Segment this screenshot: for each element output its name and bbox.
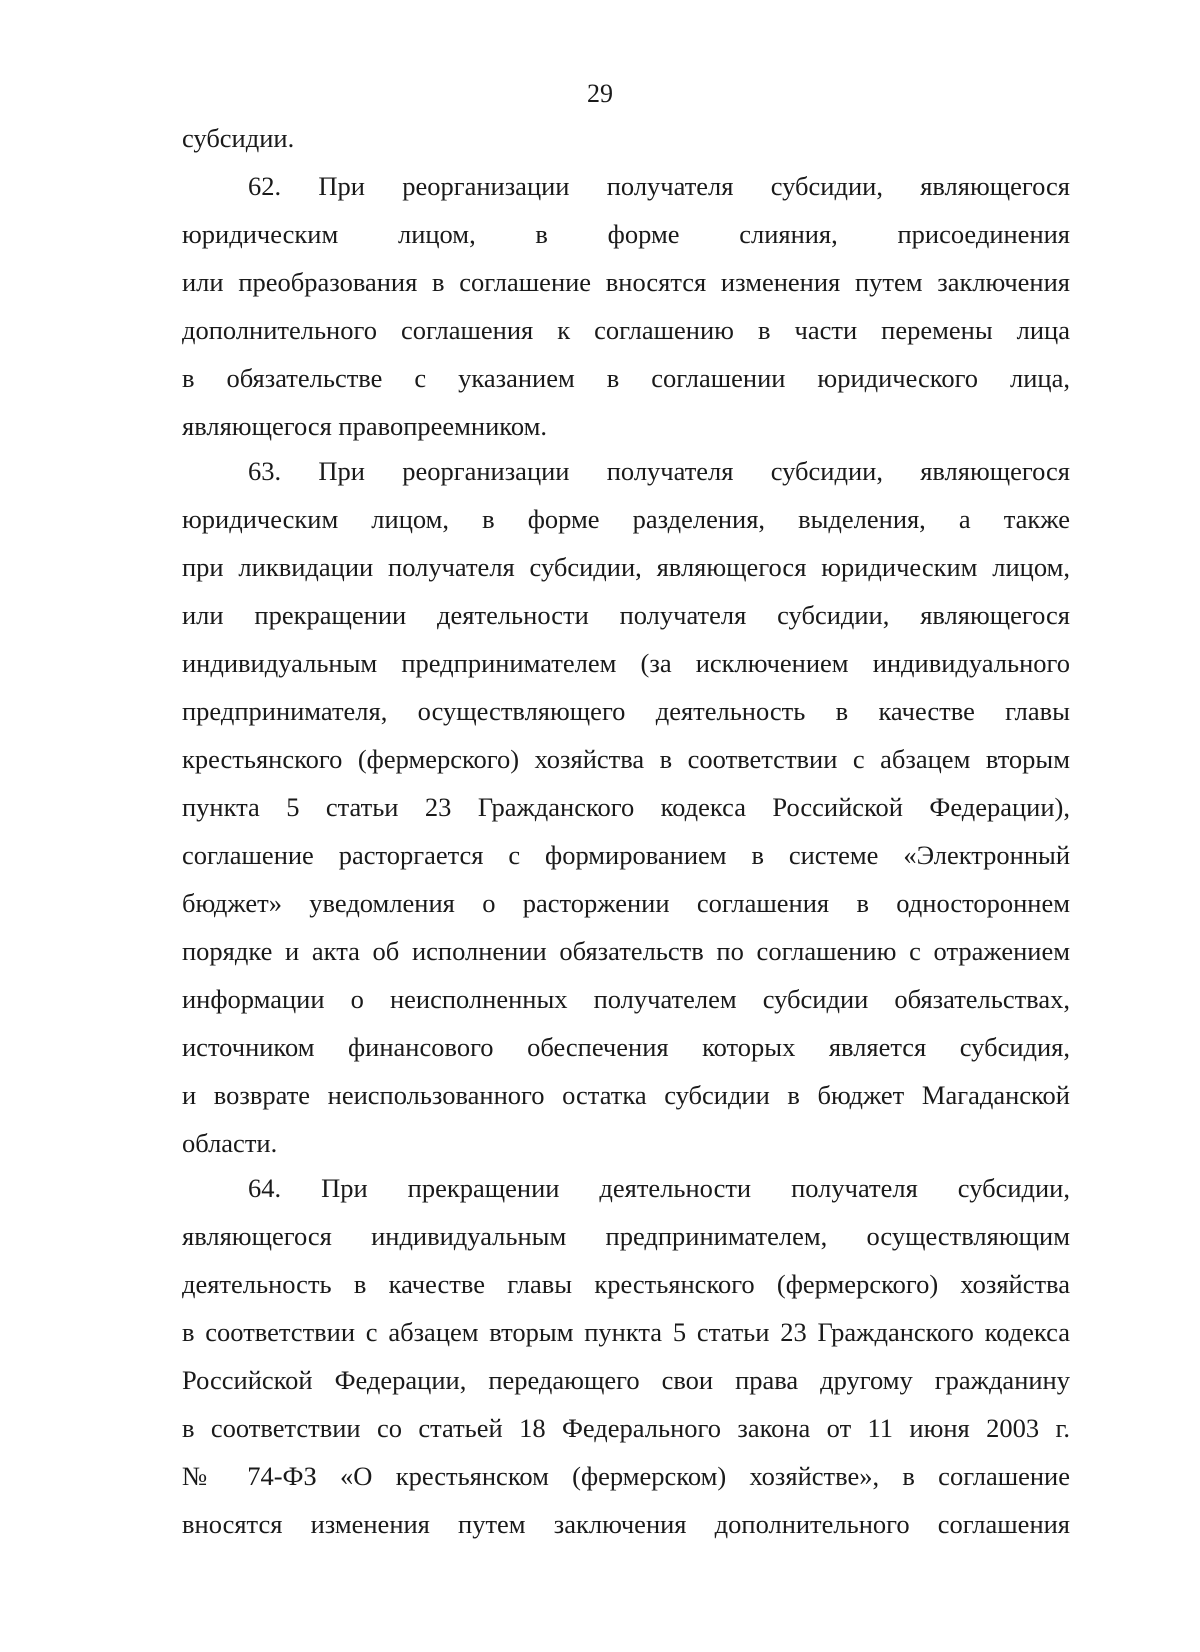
text-line: являющегося индивидуальным предпринимателем, осуществляющим bbox=[182, 1221, 1070, 1251]
text-line: в соответствии с абзацем вторым пункта 5 статьи 23 Гражданского кодекса bbox=[182, 1317, 1070, 1347]
text-line: области. bbox=[182, 1128, 278, 1158]
text-line: деятельность в качестве главы крестьянского (фермерского) хозяйства bbox=[182, 1269, 1070, 1299]
text-line: дополнительного соглашения к соглашению в части перемены лица bbox=[182, 315, 1070, 345]
text-line: или прекращении деятельности получателя субсидии, являющегося bbox=[182, 600, 1070, 630]
text-line: при ликвидации получателя субсидии, являющегося юридическим лицом, bbox=[182, 552, 1070, 582]
text-line: юридическим лицом, в форме разделения, выделения, а также bbox=[182, 504, 1070, 534]
text-line: и возврате неиспользованного остатка субсидии в бюджет Магаданской bbox=[182, 1080, 1070, 1110]
text-line: индивидуальным предпринимателем (за исключением индивидуального bbox=[182, 648, 1070, 678]
text-line: юридическим лицом, в форме слияния, присоединения bbox=[182, 219, 1070, 249]
text-line: в обязательстве с указанием в соглашении юридического лица, bbox=[182, 363, 1070, 393]
text-line: 62. При реорганизации получателя субсидии, являющегося bbox=[248, 171, 1070, 201]
text-line: 64. При прекращении деятельности получателя субсидии, bbox=[248, 1173, 1070, 1203]
text-line: бюджет» уведомления о расторжении соглашения в одностороннем bbox=[182, 888, 1070, 918]
text-line: Российской Федерации, передающего свои права другому гражданину bbox=[182, 1365, 1070, 1395]
page-number: 29 bbox=[587, 79, 613, 108]
text-line: источником финансового обеспечения которых является субсидия, bbox=[182, 1032, 1070, 1062]
text-line: 63. При реорганизации получателя субсидии, являющегося bbox=[248, 456, 1070, 486]
text-line: или преобразования в соглашение вносятся изменения путем заключения bbox=[182, 267, 1070, 297]
text-line: пункта 5 статьи 23 Гражданского кодекса Российской Федерации), bbox=[182, 792, 1070, 822]
text-line: № 74-ФЗ «О крестьянском (фермерском) хозяйстве», в соглашение bbox=[182, 1461, 1070, 1491]
text-line: являющегося правопреемником. bbox=[182, 411, 547, 441]
text-line: предпринимателя, осуществляющего деятельность в качестве главы bbox=[182, 696, 1070, 726]
text-line: информации о неисполненных получателем субсидии обязательствах, bbox=[182, 984, 1070, 1014]
text-line: крестьянского (фермерского) хозяйства в соответствии с абзацем вторым bbox=[182, 744, 1070, 774]
text-line: субсидии. bbox=[182, 123, 295, 153]
text-line: соглашение расторгается с формированием в системе «Электронный bbox=[182, 840, 1070, 870]
text-line: порядке и акта об исполнении обязательств по соглашению с отражением bbox=[182, 936, 1070, 966]
text-line: в соответствии со статьей 18 Федерального закона от 11 июня 2003 г. bbox=[182, 1413, 1070, 1443]
text-line: вносятся изменения путем заключения дополнительного соглашения bbox=[182, 1509, 1070, 1539]
